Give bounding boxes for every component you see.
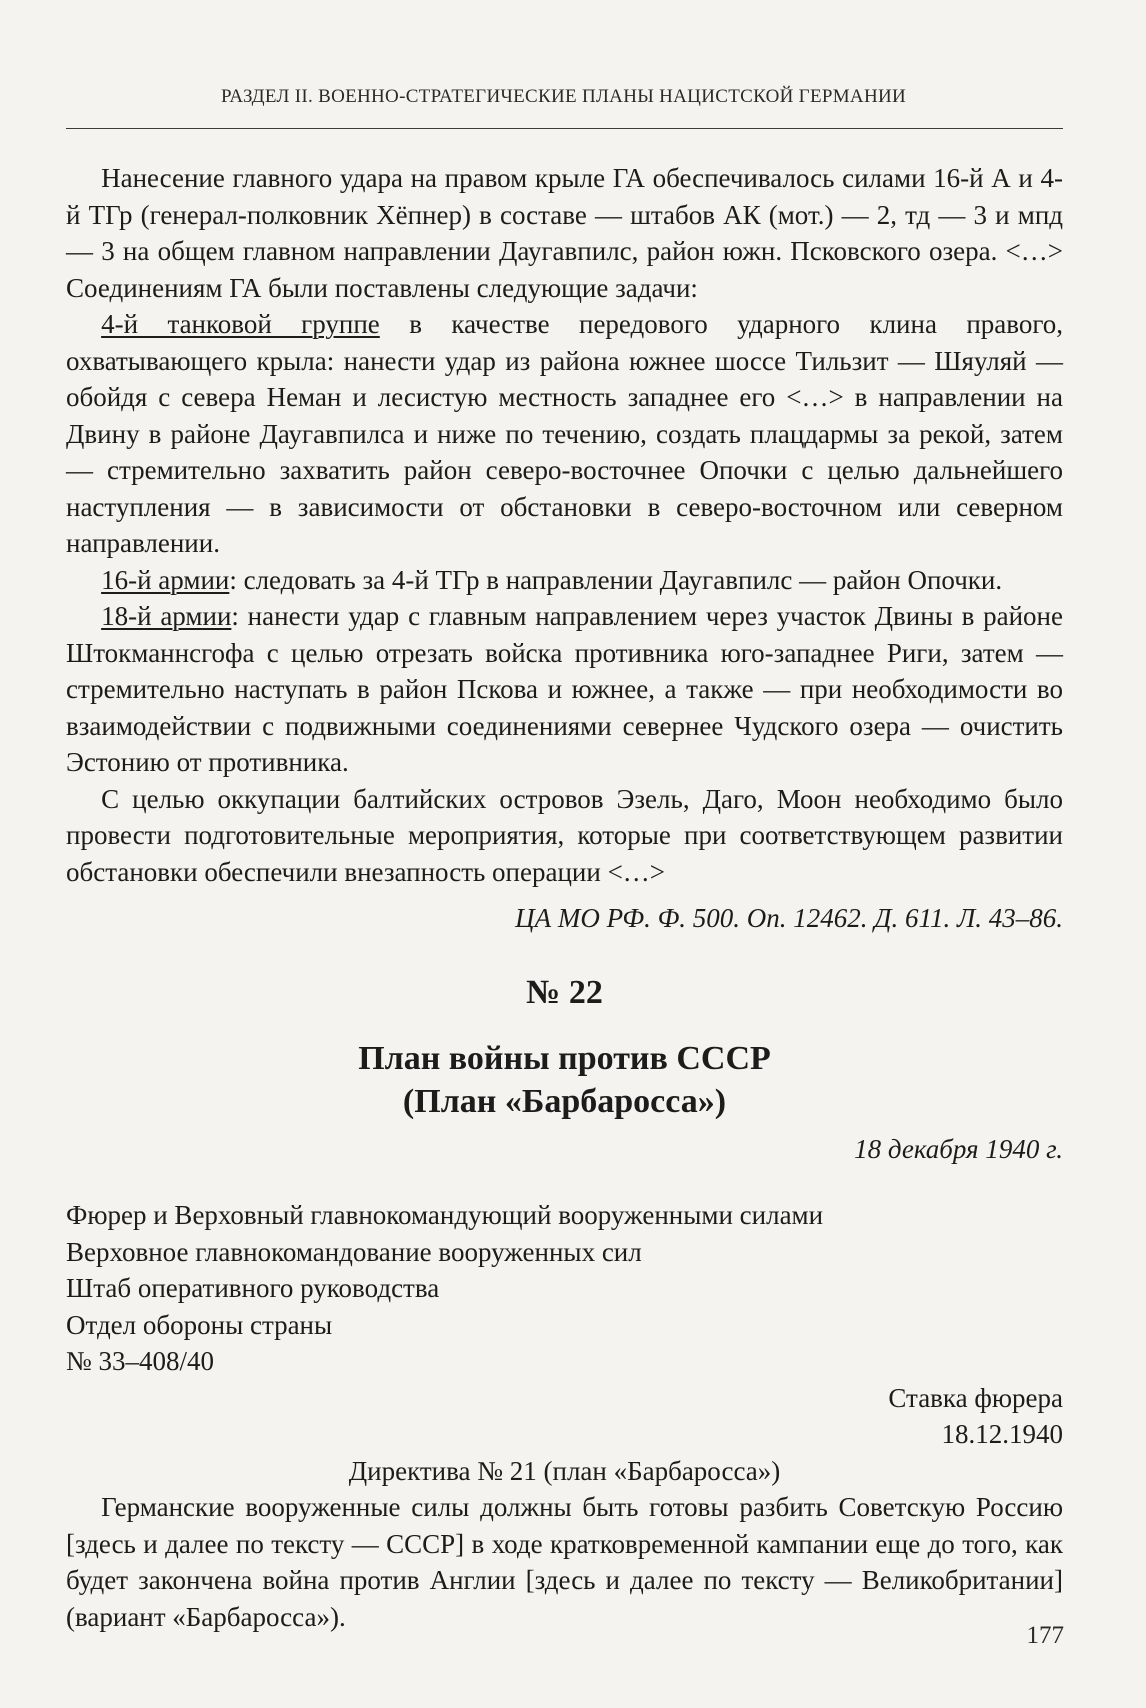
header-line: Верховное главнокомандование вооруженных сил <box>66 1236 642 1267</box>
place-date: 18.12.1940 <box>941 1419 1063 1449</box>
archive-citation: ЦА МО РФ. Ф. 500. Оп. 12462. Д. 611. Л. 43–86. <box>515 903 1063 933</box>
paragraph-16th-army <box>66 562 1063 599</box>
underlined-4th-panzer-group: 4-й танковой группе <box>101 309 380 339</box>
header-rule <box>66 128 1063 129</box>
paragraph-16th-army-text: : следовать за 4-й ТГр в направлении Даугавпилс — район Опочки. <box>229 564 1003 595</box>
paragraph-4th-panzer-group <box>66 306 1063 562</box>
document-title <box>66 1037 1063 1123</box>
document-title-line-1: План войны против СССР <box>358 1039 771 1077</box>
header-line: Штаб оперативного руководства <box>66 1273 440 1303</box>
paragraph-18th-army-text: : нанести удар с главным направлением через участок Двины в районе Штокманнсгофа с целью отрезать войска противника юго-западнее Риги, затем — стремительно наступать в район Пскова и южнее, а также — при необходимости во взаимодействии с подвижными соединениями севернее Чудского озера — очистить Эстонию от противника. <box>66 601 1063 777</box>
document-header-block <box>66 1197 1063 1453</box>
page-number: 177 <box>1026 1622 1064 1649</box>
paragraph-4th-panzer-group-text: в качестве передового ударного клина правого, охватывающего крыла: нанести удар из района южнее шоссе Тильзит — Шяуляй — обойдя с севера Неман и лесистую местность западнее его <…> в направлении на Двину в районе Даугавпилса и ниже по течению, создать плацдармы за рекой, затем — стремительно захватить район северо-восточнее Опочки с целью дальнейшего наступления — в зависимости от обстановки в северо-восточном или северном направлении. <box>66 309 1063 558</box>
document-date: 18 декабря 1940 г. <box>854 1133 1063 1164</box>
directive-text: Германские вооруженные силы должны быть готовы разбить Советскую Россию [здесь и далее по тексту — СССР] в ходе кратковременной кампании еще до того, как будет закончена война против Англии [здесь и далее по тексту — Великобритании] (вариант «Барбаросса»). <box>66 1492 1063 1632</box>
underlined-18th-army: 18-й армии <box>101 601 232 631</box>
header-line: Фюрер и Верховный главнокомандующий вооруженными силами <box>66 1200 824 1230</box>
header-line: № 33–408/40 <box>66 1346 215 1376</box>
place: Ставка фюрера <box>888 1382 1063 1413</box>
document-title-line-2: (План «Барбаросса») <box>402 1082 727 1120</box>
body-text <box>66 160 1063 1635</box>
document-number: № 22 <box>526 973 603 1011</box>
underlined-16th-army: 16-й армии <box>101 564 230 595</box>
paragraph-18th-army <box>66 598 1063 781</box>
header-line: Отдел обороны страны <box>66 1309 333 1340</box>
running-head: РАЗДЕЛ II. ВОЕННО-СТРАТЕГИЧЕСКИЕ ПЛАНЫ НАЦИСТСКОЙ ГЕРМАНИИ <box>220 86 907 107</box>
directive-title: Директива № 21 (план «Барбаросса») <box>348 1455 781 1486</box>
paragraph-baltic-islands: С целью оккупации балтийских островов Эзель, Даго, Моон необходимо было провести подготовительные мероприятия, которые при соответствующем развитии обстановки обеспечили внезапность операции <…> <box>66 783 1063 887</box>
paragraph-main-strike: Нанесение главного удара на правом крыле ГА обеспечивалось силами 16-й А и 4-й ТГр (генерал-полковник Хёпнер) в составе — штабов АК (мот.) — 2, тд — 3 и мпд — 3 на общем главном направлении Даугавпилс, район южн. Псковского озера. <…> Соединениям ГА были поставлены следующие задачи: <box>66 163 1063 303</box>
